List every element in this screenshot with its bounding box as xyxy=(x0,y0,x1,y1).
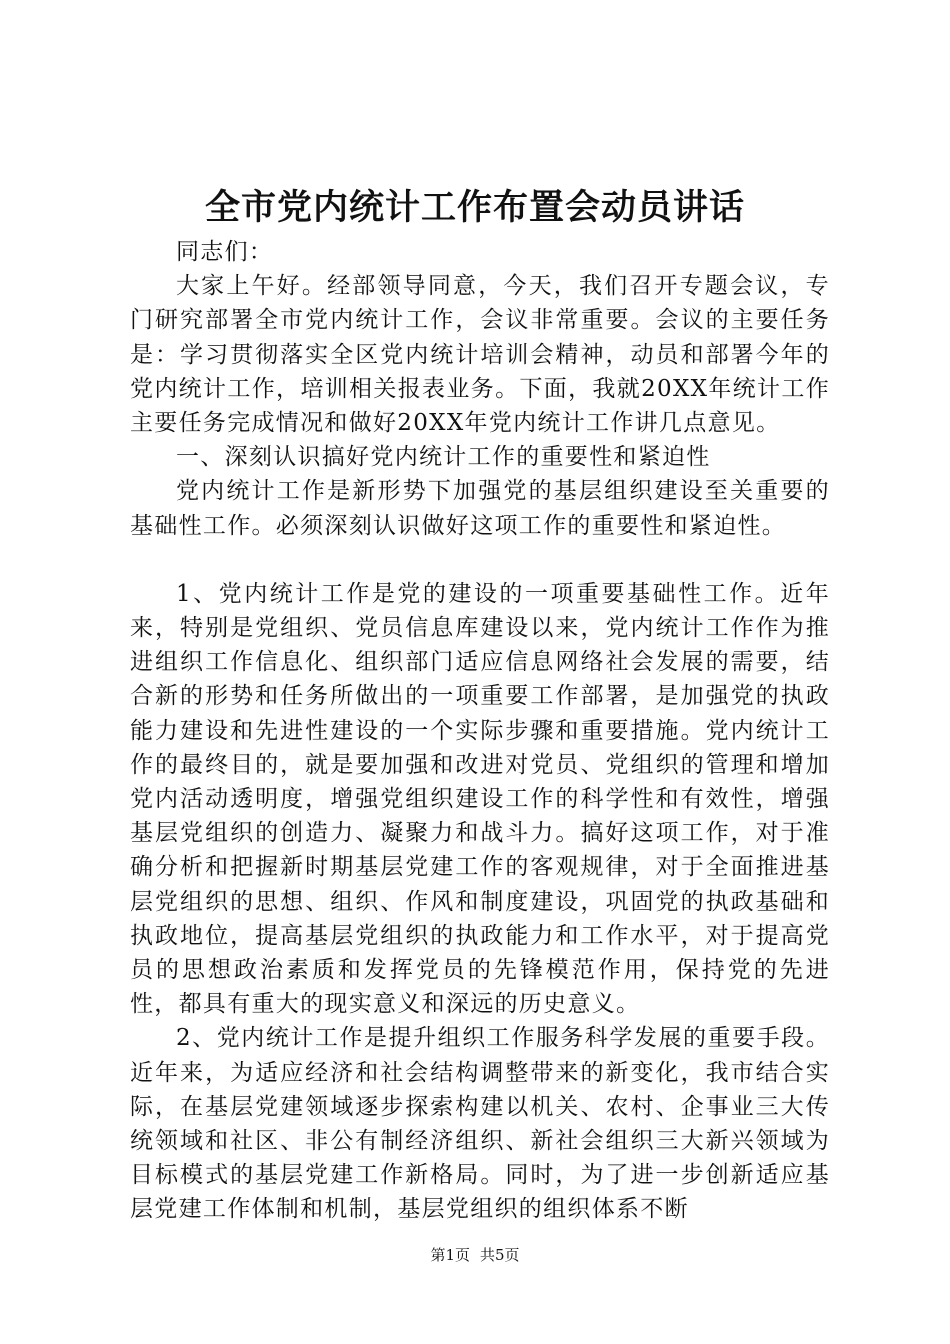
salutation: 同志们： xyxy=(176,239,274,265)
page-footer xyxy=(0,1245,950,1265)
paragraph-intro: 大家上午好。经部领导同意，今天，我们召开专题会议，专门研究部署全市党内统计工作，会议非常重要。会议的主要任务是：学习贯彻落实全区党内统计培训会精神，动员和部署今年的党内统计工作，培训相关报表业务。下面，我就20XX年统计工作主要任务完成情况和做好20XX年党内统计工作讲几点意见。 xyxy=(130,273,830,437)
page-total: 共5页 xyxy=(480,1246,520,1264)
section-heading-1: 一、深刻认识搞好党内统计工作的重要性和紧迫性 xyxy=(176,444,711,471)
document-body xyxy=(130,235,830,1227)
paragraph-section-1-intro: 党内统计工作是新形势下加强党的基层组织建设至关重要的基础性工作。必须深刻认识做好这项工作的重要性和紧迫性。 xyxy=(130,478,830,539)
paragraph-point-2: 2、党内统计工作是提升组织工作服务科学发展的重要手段。近年来，为适应经济和社会结构调整带来的新变化，我市结合实际，在基层党建领域逐步探索构建以机关、农村、企事业三大传统领域和社区、非公有制经济组织、新社会组织三大新兴领域为目标模式的基层党建工作新格局。同时，为了进一步创新适应基层党建工作体制和机制，基层党组织的组织体系不断 xyxy=(130,1025,830,1223)
paragraph-point-1: 1、党内统计工作是党的建设的一项重要基础性工作。近年来，特别是党组织、党员信息库建设以来，党内统计工作作为推进组织工作信息化、组织部门适应信息网络社会发展的需要，结合新的形势和任务所做出的一项重要工作部署，是加强党的执政能力建设和先进性建设的一个实际步骤和重要措施。党内统计工作的最终目的，就是要加强和改进对党员、党组织的管理和增加党内活动透明度，增强党组织建设工作的科学性和有效性，增强基层党组织的创造力、凝聚力和战斗力。搞好这项工作，对于准确分析和把握新时期基层党建工作的客观规律，对于全面推进基层党组织的思想、组织、作风和制度建设，巩固党的执政基础和执政地位，提高基层党组织的执政能力和工作水平，对于提高党员的思想政治素质和发挥党员的先锋模范作用，保持党的先进性，都具有重大的现实意义和深远的历史意义。 xyxy=(130,580,830,1018)
document-title: 全市党内统计工作布置会动员讲话 xyxy=(204,187,745,228)
page-number: 第1页 xyxy=(430,1246,470,1264)
